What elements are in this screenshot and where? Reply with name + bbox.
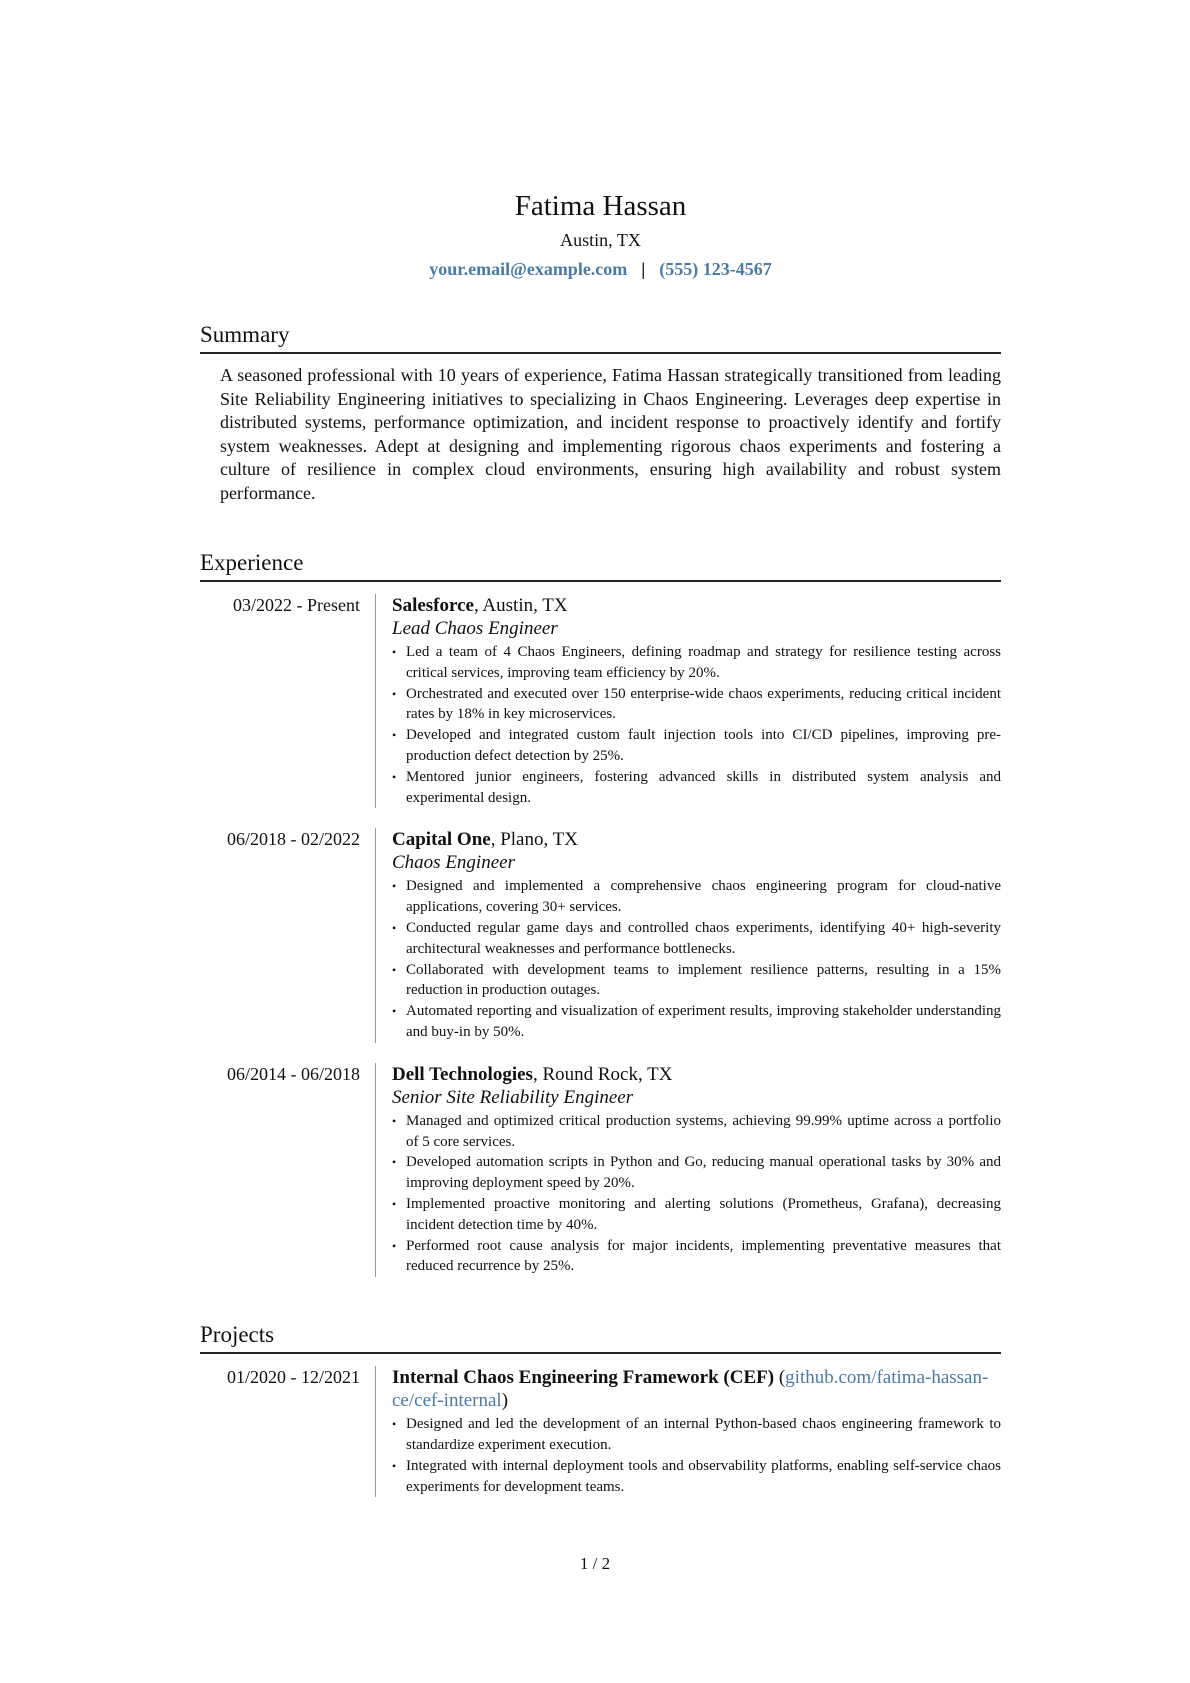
entry-date: 06/2018 - 02/2022 — [200, 828, 376, 1042]
company-name: Salesforce — [392, 595, 474, 616]
project-heading — [392, 1366, 1001, 1412]
project-name: Internal Chaos Engineering Framework (CEF) — [392, 1367, 775, 1389]
bullet-item: • Mentored junior engineers, fostering advanced skills in distributed system analysis and experimental design. — [392, 767, 1001, 809]
entry-body — [376, 594, 1001, 808]
experience-section — [200, 549, 1001, 1277]
entry-body — [376, 828, 1001, 1042]
bullet-list — [392, 1414, 1001, 1497]
bullet-item: • Implemented proactive monitoring and alerting solutions (Prometheus, Grafana), decreasing incident detection time by 40%. — [392, 1194, 1001, 1236]
bullet-item: • Developed automation scripts in Python and Go, reducing manual operational tasks by 30% and improving deployment speed by 20%. — [392, 1152, 1001, 1194]
resume-page — [200, 188, 1001, 1497]
candidate-name: Fatima Hassan — [514, 190, 687, 222]
entry-heading — [392, 1063, 1001, 1086]
bullet-list — [392, 642, 1001, 808]
summary-section — [200, 321, 1001, 505]
paren-close: ) — [501, 1390, 509, 1412]
entry-body — [376, 1063, 1001, 1277]
bullet-item: • Conducted regular game days and controlled chaos experiments, identifying 40+ high-severity architectural weaknesses and performance bottlenecks. — [392, 918, 1001, 960]
section-title-projects: Projects — [200, 1321, 1001, 1354]
experience-entry — [200, 828, 1001, 1042]
job-title: Lead Chaos Engineer — [392, 618, 558, 639]
job-title: Senior Site Reliability Engineer — [392, 1086, 634, 1108]
projects-section — [200, 1321, 1001, 1497]
company-location: , Plano, TX — [490, 829, 578, 851]
candidate-location: Austin, TX — [560, 230, 641, 250]
bullet-item: • Automated reporting and visualization of experiment results, improving stakeholder understanding and buy-in by 50%. — [392, 1001, 1001, 1043]
company-name: Capital One — [392, 829, 491, 851]
section-title-summary: Summary — [200, 321, 1001, 354]
experience-entry — [200, 1063, 1001, 1277]
contact-line — [200, 257, 1001, 281]
entry-date: 03/2022 - Present — [200, 594, 376, 808]
bullet-item: • Collaborated with development teams to implement resilience patterns, resulting in a 15% reduction in production outages. — [392, 960, 1001, 1002]
entry-date: 06/2014 - 06/2018 — [200, 1063, 376, 1277]
paren-open: ( — [774, 1367, 786, 1389]
company-name: Dell Technologies — [392, 1063, 533, 1085]
entry-body — [376, 1366, 1001, 1497]
entry-heading — [392, 594, 1001, 617]
contact-separator: | — [641, 259, 646, 279]
experience-entry — [200, 594, 1001, 808]
job-title: Chaos Engineer — [392, 852, 515, 874]
bullet-item: • Managed and optimized critical production systems, achieving 99.99% uptime across a portfolio of 5 core services. — [392, 1111, 1001, 1153]
entry-date: 01/2020 - 12/2021 — [200, 1366, 376, 1497]
bullet-list — [392, 1111, 1001, 1277]
page-number: 1 / 2 — [579, 1554, 611, 1573]
section-title-experience: Experience — [200, 549, 1001, 582]
bullet-item: • Integrated with internal deployment tools and observability platforms, enabling self-service chaos experiments for development teams. — [392, 1456, 1001, 1498]
bullet-item: • Orchestrated and executed over 150 enterprise-wide chaos experiments, reducing critical incident rates by 18% in key microservices. — [392, 684, 1001, 726]
summary-text: A seasoned professional with 10 years of experience, Fatima Hassan strategically transitioned from leading Site Reliability Engineering initiatives to specializing in Chaos Engineering. Leverages deep expertise in distributed systems, performance optimization, and incident response to proactively identify and fortify system weaknesses. Adept at designing and implementing rigorous chaos experiments and fostering a culture of resilience in complex cloud environments, ensuring high availability and robust system performance. — [220, 365, 1001, 503]
bullet-item: • Designed and implemented a comprehensive chaos engineering program for cloud-native applications, covering 30+ services. — [392, 876, 1001, 918]
bullet-item: • Led a team of 4 Chaos Engineers, defining roadmap and strategy for resilience testing across critical services, improving team efficiency by 20%. — [392, 642, 1001, 684]
bullet-item: • Designed and led the development of an internal Python-based chaos engineering framework to standardize experiment execution. — [392, 1414, 1001, 1456]
bullet-list — [392, 876, 1001, 1042]
phone-link[interactable]: (555) 123-4567 — [659, 259, 772, 279]
bullet-item: • Developed and integrated custom fault injection tools into CI/CD pipelines, improving pre-production defect detection by 25%. — [392, 725, 1001, 767]
company-location: , Round Rock, TX — [532, 1063, 673, 1085]
project-link[interactable]: github.com/fatima-hassan-ce/cef-internal — [392, 1367, 989, 1412]
email-link[interactable]: your.email@example.com — [429, 259, 628, 279]
entry-heading — [392, 828, 1001, 851]
project-entry — [200, 1366, 1001, 1497]
resume-header — [200, 188, 1001, 281]
bullet-item: • Performed root cause analysis for major incidents, implementing preventative measures that reduced recurrence by 25%. — [392, 1236, 1001, 1278]
company-location: , Austin, TX — [473, 595, 568, 616]
